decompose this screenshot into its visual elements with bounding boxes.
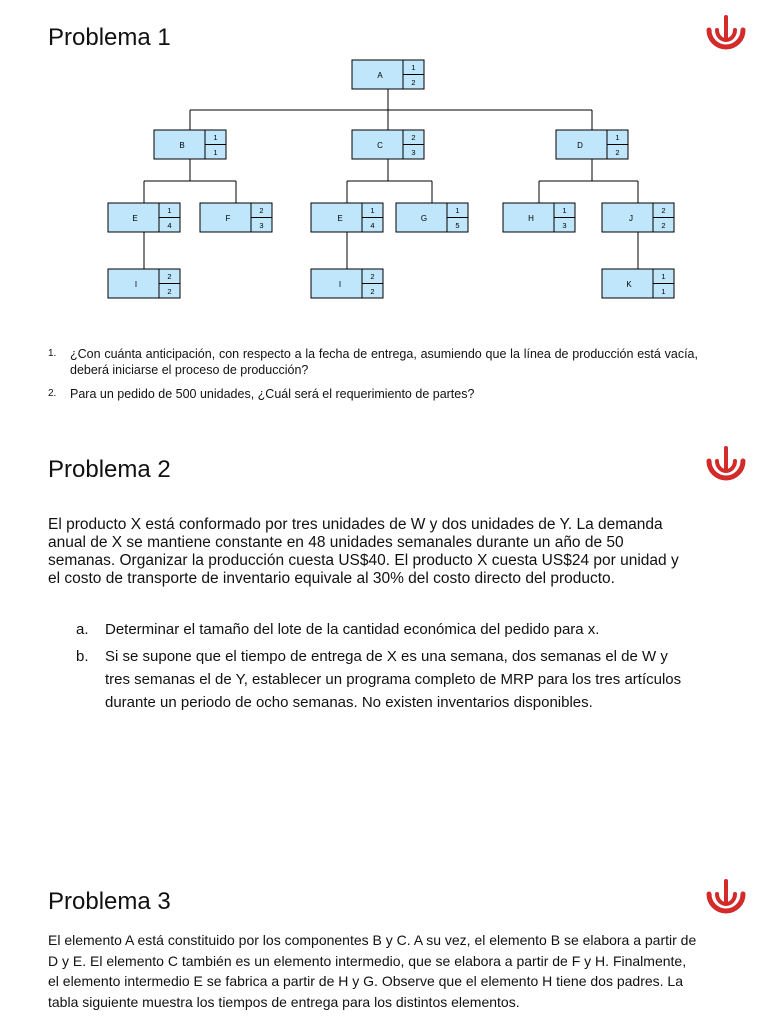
tree-node-e [311, 203, 383, 232]
node-top-value: 1 [213, 133, 218, 142]
node-label: E [132, 214, 138, 223]
node-top-value: 1 [167, 206, 172, 215]
node-bottom-value: 1 [213, 148, 218, 157]
tree-node-g [396, 203, 468, 232]
upc-logo-icon [703, 445, 749, 491]
item-text: Si se supone que el tiempo de entrega de X es una semana, dos semanas el de W y tres semanas el de Y, establecer un programa completo de MRP para los tres artículos durante un periodo de ocho semanas. No existen inventarios disponibles. [105, 648, 682, 711]
list-item [76, 618, 696, 641]
upc-logo-icon [703, 878, 749, 924]
node-bottom-value: 3 [411, 148, 416, 157]
question-text: Para un pedido de 500 unidades, ¿Cuál será el requerimiento de partes? [70, 387, 475, 401]
problem-3-statement: El elemento A está constituido por los componentes B y C. A su vez, el elemento B se elabora a partir de D y E. El elemento C también es un elemento intermedio, que se elabora a partir de F y H. Finalmente, el elemento intermedio E se fabrica a partir de H y G. Observe que el elemento H tiene dos padres. La tabla siguiente muestra los tiempos de entrega para los distintos elementos. [48, 932, 697, 1010]
node-label: I [134, 280, 138, 289]
node-bottom-value: 4 [370, 221, 375, 230]
tree-node-j [602, 203, 674, 232]
node-label: A [377, 71, 383, 80]
product-structure-tree [0, 0, 768, 330]
node-label: C [377, 141, 383, 150]
tree-node-b [154, 130, 226, 159]
node-label: B [179, 141, 185, 150]
tree-node-h [503, 203, 575, 232]
node-top-value: 2 [411, 133, 416, 142]
problem-3-title: Problema 3 [48, 888, 171, 915]
tree-node-f [200, 203, 272, 232]
question-text: ¿Con cuánta anticipación, con respecto a la fecha de entrega, asumiendo que la línea de producción está vacía, deberá iniciarse el proceso de producción? [70, 347, 698, 377]
tree-node-k [602, 269, 674, 298]
node-bottom-value: 2 [370, 287, 375, 296]
question-item [48, 346, 698, 378]
item-text: Determinar el tamaño del lote de la cantidad económica del pedido para x. [105, 621, 600, 638]
node-label: H [528, 214, 534, 223]
tree-node-d [556, 130, 628, 159]
question-item [48, 386, 698, 402]
node-top-value: 2 [661, 206, 666, 215]
node-label: J [629, 214, 633, 223]
node-bottom-value: 4 [167, 221, 172, 230]
node-label: F [225, 214, 231, 223]
tree-node-c [352, 130, 424, 159]
node-label: E [337, 214, 343, 223]
node-top-value: 1 [411, 63, 416, 72]
node-top-value: 2 [167, 272, 172, 281]
node-bottom-value: 3 [259, 221, 264, 230]
node-label: D [577, 141, 583, 150]
problem-2-statement: El producto X está conformado por tres unidades de W y dos unidades de Y. La demanda anual de X se mantiene constante en 48 unidades semanales durante un año de 50 semanas. Organizar la producción cuesta US$40. El producto X cuesta US$24 por unidad y el costo de transporte de inventario equivale al 30% del costo directo del producto. [48, 516, 679, 587]
node-label: K [626, 280, 632, 289]
question-number: 1. [48, 348, 57, 359]
item-letter: b. [76, 648, 89, 665]
list-item [76, 645, 696, 714]
node-bottom-value: 1 [661, 287, 666, 296]
node-label: G [420, 214, 428, 223]
node-bottom-value: 5 [455, 221, 460, 230]
tree-node-i [108, 269, 180, 298]
node-bottom-value: 2 [615, 148, 620, 157]
node-top-value: 1 [370, 206, 375, 215]
item-letter: a. [76, 621, 89, 638]
node-top-value: 1 [562, 206, 567, 215]
problem-2-items [76, 618, 696, 718]
node-bottom-value: 2 [661, 221, 666, 230]
tree-node-i [311, 269, 383, 298]
problem-2-title: Problema 2 [48, 456, 171, 483]
problem-1-questions [48, 346, 698, 410]
node-bottom-value: 3 [562, 221, 567, 230]
tree-node-e [108, 203, 180, 232]
node-top-value: 1 [615, 133, 620, 142]
question-number: 2. [48, 388, 57, 399]
node-top-value: 2 [259, 206, 264, 215]
node-top-value: 1 [661, 272, 666, 281]
node-label: I [338, 280, 342, 289]
problem-1-title: Problema 1 [48, 24, 171, 51]
node-top-value: 2 [370, 272, 375, 281]
tree-node-a [352, 60, 424, 89]
node-bottom-value: 2 [411, 78, 416, 87]
node-bottom-value: 2 [167, 287, 172, 296]
node-top-value: 1 [455, 206, 460, 215]
